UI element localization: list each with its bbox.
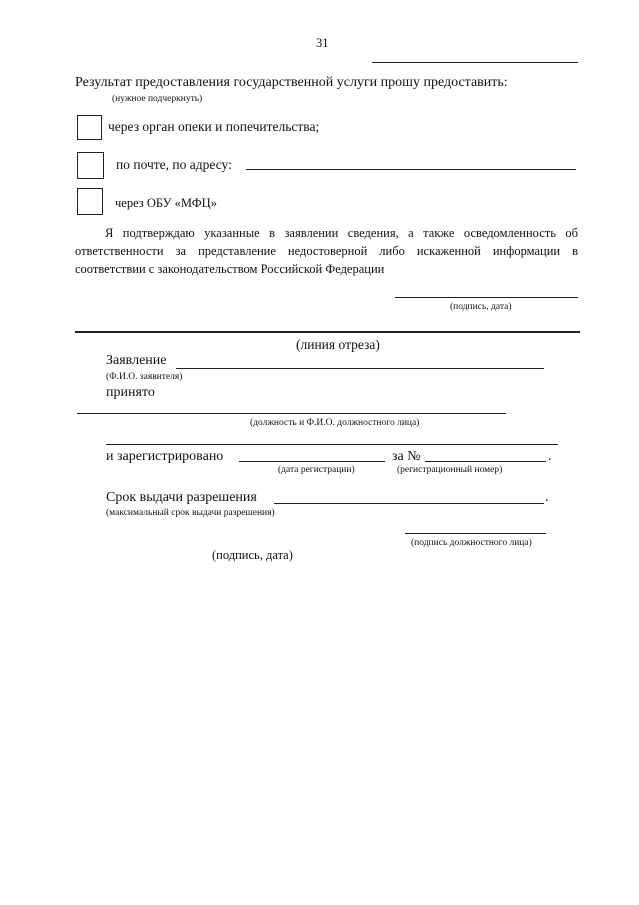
request-title: Результат предоставления государственной услуги прошу предоставить: bbox=[75, 75, 508, 90]
official-signature-line[interactable] bbox=[405, 533, 546, 534]
registration-number-hint: (регистрационный номер) bbox=[397, 465, 503, 475]
signature-date-hint: (подпись, дата) bbox=[450, 302, 512, 312]
statement-label: Заявление bbox=[106, 353, 167, 368]
official-hint: (должность и Ф.И.О. должностного лица) bbox=[250, 418, 420, 428]
deadline-period: . bbox=[545, 490, 549, 505]
official-signature-hint: (подпись должностного лица) bbox=[411, 538, 532, 548]
cut-line-label: (линия отреза) bbox=[296, 337, 380, 352]
registration-period: . bbox=[548, 449, 552, 464]
accepted-label: принято bbox=[106, 385, 155, 400]
registration-number-field[interactable] bbox=[425, 461, 546, 462]
number-label: за № bbox=[392, 449, 421, 464]
registration-date-hint: (дата регистрации) bbox=[278, 465, 355, 475]
official-name-field[interactable] bbox=[77, 413, 506, 414]
deadline-hint: (максимальный срок выдачи разрешения) bbox=[106, 508, 275, 518]
option-label-mfc: через ОБУ «МФЦ» bbox=[115, 196, 217, 210]
applicant-name-field[interactable] bbox=[176, 368, 544, 369]
cut-line bbox=[75, 331, 580, 333]
mail-address-field[interactable] bbox=[246, 169, 576, 170]
deadline-label: Срок выдачи разрешения bbox=[106, 490, 257, 505]
option-checkbox-guardianship[interactable] bbox=[77, 115, 102, 140]
registered-label: и зарегистрировано bbox=[106, 449, 224, 464]
registration-date-field[interactable] bbox=[239, 461, 385, 462]
option-label-guardianship: через орган опеки и попечительства; bbox=[108, 119, 320, 134]
deadline-field[interactable] bbox=[274, 503, 544, 504]
header-signature-line bbox=[372, 62, 578, 63]
confirmation-text: Я подтверждаю указанные в заявлении сведения, а также осведомленность об ответственности за представление недостоверной либо искаженной информации в соответствии с законодательством Российской Федерации bbox=[75, 226, 578, 276]
request-hint: (нужное подчеркнуть) bbox=[112, 94, 203, 104]
signature-date-line[interactable] bbox=[395, 297, 578, 298]
option-checkbox-mfc[interactable] bbox=[77, 188, 103, 215]
registration-blank-line[interactable] bbox=[106, 444, 558, 445]
option-checkbox-mail[interactable] bbox=[77, 152, 104, 179]
receipt-signature-date-hint: (подпись, дата) bbox=[212, 548, 293, 562]
applicant-hint: (Ф.И.О. заявителя) bbox=[106, 372, 183, 382]
page-number: 31 bbox=[316, 36, 329, 50]
option-label-mail: по почте, по адресу: bbox=[116, 157, 232, 172]
